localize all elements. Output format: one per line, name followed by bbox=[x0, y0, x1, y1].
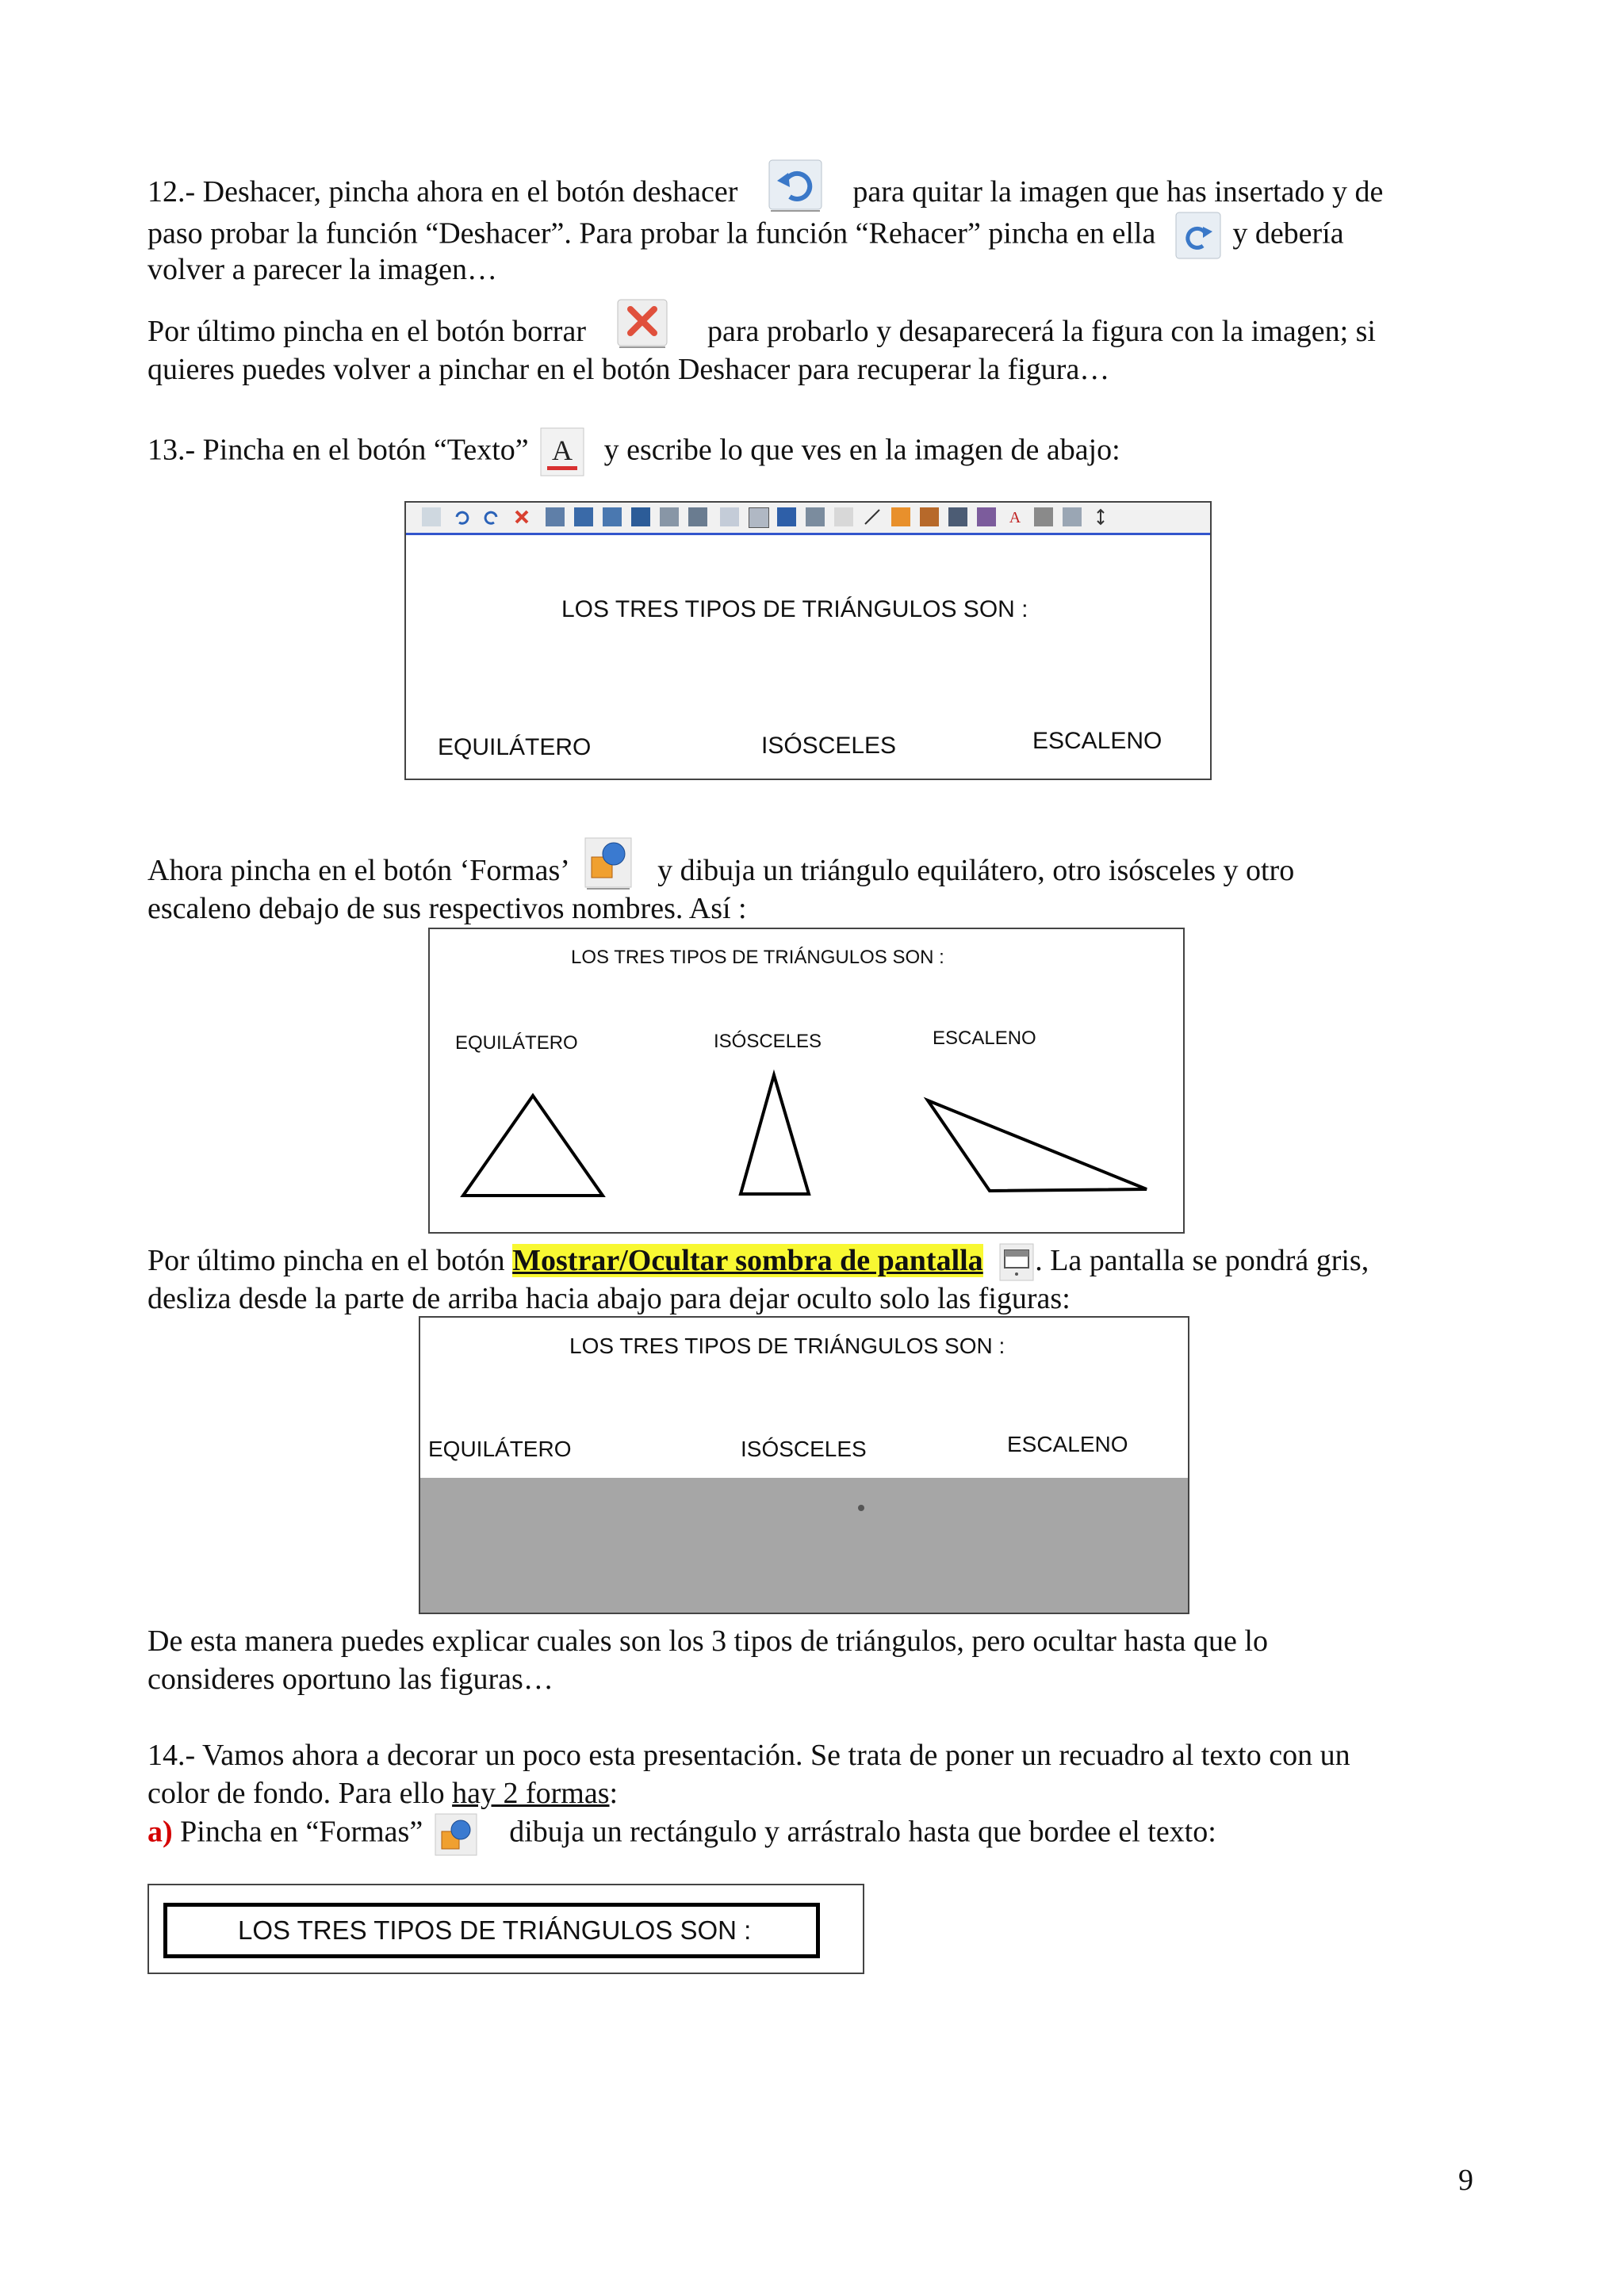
delete-icon bbox=[616, 298, 668, 350]
step12-line2: paso probar la función “Deshacer”. Para probar la función “Rehacer” pincha en ella y debería bbox=[147, 211, 1496, 262]
toolbar-font-icon[interactable] bbox=[1063, 507, 1082, 526]
explica-line1: De esta manera puedes explicar cuales son los 3 tipos de triángulos, pero ocultar hasta que lo bbox=[147, 1624, 1268, 1658]
page-number: 9 bbox=[1458, 2164, 1473, 2197]
escaleno-label: ESCALENO bbox=[1007, 1432, 1128, 1456]
toolbar-move-icon[interactable] bbox=[1091, 507, 1110, 526]
heading-label: LOS TRES TIPOS DE TRIÁNGULOS SON : bbox=[571, 947, 944, 968]
heading-label: LOS TRES TIPOS DE TRIÁNGULOS SON : bbox=[561, 596, 1028, 622]
toolbar-shapes-icon[interactable] bbox=[891, 507, 910, 526]
borrar-line2: quieres puedes volver a pinchar en el botón Deshacer para recuperar la figura… bbox=[147, 353, 1110, 386]
toolbar-magic-pen-icon[interactable] bbox=[977, 507, 996, 526]
shade-button-name: Mostrar/Ocultar sombra de pantalla bbox=[512, 1244, 983, 1277]
step14-line2: color de fondo. Para ello hay 2 formas: bbox=[147, 1777, 619, 1810]
toolbar bbox=[406, 503, 1210, 535]
toolbar-text-icon[interactable] bbox=[1005, 507, 1025, 526]
toolbar-eraser-icon[interactable] bbox=[834, 507, 853, 526]
svg-text:A: A bbox=[1009, 509, 1021, 526]
heading-label: LOS TRES TIPOS DE TRIÁNGULOS SON : bbox=[569, 1334, 1005, 1358]
equilatero-label: EQUILÁTERO bbox=[438, 734, 592, 760]
shapes-icon bbox=[584, 836, 633, 892]
shade-screenshot bbox=[419, 1316, 1189, 1614]
toolbar-page-icon[interactable] bbox=[422, 507, 441, 526]
isosceles-label: ISÓSCELES bbox=[741, 1437, 867, 1461]
boxed-heading-screenshot bbox=[147, 1884, 864, 1974]
borrar-line1: Por último pincha en el botón borrar para probarlo y desaparecerá la figura con la imagen; si bbox=[147, 312, 1496, 350]
toolbar-table-icon[interactable] bbox=[720, 507, 739, 526]
toolbar-pen-icon[interactable] bbox=[777, 507, 796, 526]
formas-line2: escaleno debajo de sus respectivos nombres. Así : bbox=[147, 892, 747, 925]
triangles-drawing bbox=[430, 929, 1183, 1232]
step12-line1: 12.- Deshacer, pincha ahora en el botón deshacer para quitar la imagen que has insertado y de bbox=[147, 173, 1496, 214]
shapes-icon bbox=[434, 1812, 478, 1857]
shade-handle[interactable] bbox=[858, 1505, 864, 1511]
toolbar-shade-icon[interactable] bbox=[688, 507, 707, 526]
sombra-line1: Por último pincha en el botón Mostrar/Ocultar sombra de pantalla . La pantalla se pondrá gris, bbox=[147, 1242, 1496, 1284]
equilatero-label: EQUILÁTERO bbox=[455, 1032, 578, 1054]
isosceles-label: ISÓSCELES bbox=[714, 1031, 822, 1052]
toolbar-camera-icon[interactable] bbox=[660, 507, 679, 526]
screen-shade[interactable] bbox=[420, 1478, 1188, 1613]
toolbar-screen1-icon[interactable] bbox=[546, 507, 565, 526]
toolbar-properties-icon[interactable] bbox=[1034, 507, 1053, 526]
step14-line1: 14.- Vamos ahora a decorar un poco esta presentación. Se trata de poner un recuadro al texto con un bbox=[147, 1739, 1350, 1772]
equilatero-label: EQUILÁTERO bbox=[428, 1437, 572, 1461]
escaleno-label: ESCALENO bbox=[933, 1027, 1036, 1049]
undo-icon bbox=[768, 159, 823, 214]
isosceles-label: ISÓSCELES bbox=[761, 733, 897, 759]
formas-line1: Ahora pincha en el botón ‘Formas’ y dibuja un triángulo equilátero, otro isósceles y otro bbox=[147, 851, 1496, 892]
toolbar-screen2-icon[interactable] bbox=[574, 507, 593, 526]
scalene-triangle bbox=[928, 1100, 1147, 1191]
option-a-marker: a) bbox=[147, 1815, 173, 1849]
equilateral-triangle bbox=[463, 1096, 603, 1196]
screen-shade-icon bbox=[998, 1242, 1035, 1284]
toolbar-delete-icon[interactable] bbox=[512, 507, 531, 526]
triangles-screenshot bbox=[428, 928, 1185, 1234]
toolbar-select-icon[interactable] bbox=[749, 507, 769, 528]
sombra-line2: desliza desde la parte de arriba hacia abajo para dejar oculto solo las figuras: bbox=[147, 1282, 1071, 1315]
toolbar-fill-icon[interactable] bbox=[920, 507, 939, 526]
step13-line: 13.- Pincha en el botón “Texto” A y escribe lo que ves en la imagen de abajo: bbox=[147, 427, 1496, 479]
isosceles-triangle bbox=[741, 1075, 809, 1194]
heading-label: LOS TRES TIPOS DE TRIÁNGULOS SON : bbox=[238, 1915, 752, 1945]
escaleno-label: ESCALENO bbox=[1032, 728, 1162, 754]
toolbar-redo-icon[interactable] bbox=[482, 507, 501, 526]
toolbar-line-icon[interactable] bbox=[863, 507, 882, 526]
toolbar-magic-icon[interactable] bbox=[948, 507, 967, 526]
text-example-screenshot bbox=[404, 501, 1212, 780]
svg-text:A: A bbox=[552, 434, 573, 466]
toolbar-screen4-icon[interactable] bbox=[631, 507, 650, 526]
toolbar-screen3-icon[interactable] bbox=[603, 507, 622, 526]
step14-line3: a) Pincha en “Formas” dibuja un rectángulo y arrástralo hasta que bordee el texto: bbox=[147, 1812, 1496, 1857]
explica-line2: consideres oportuno las figuras… bbox=[147, 1663, 553, 1696]
hay-2-formas: hay 2 formas bbox=[452, 1777, 610, 1810]
toolbar-pencil-icon[interactable] bbox=[806, 507, 825, 526]
text-icon bbox=[539, 427, 585, 479]
step12-line3: volver a parecer la imagen… bbox=[147, 253, 497, 286]
toolbar-undo-icon[interactable] bbox=[452, 507, 471, 526]
